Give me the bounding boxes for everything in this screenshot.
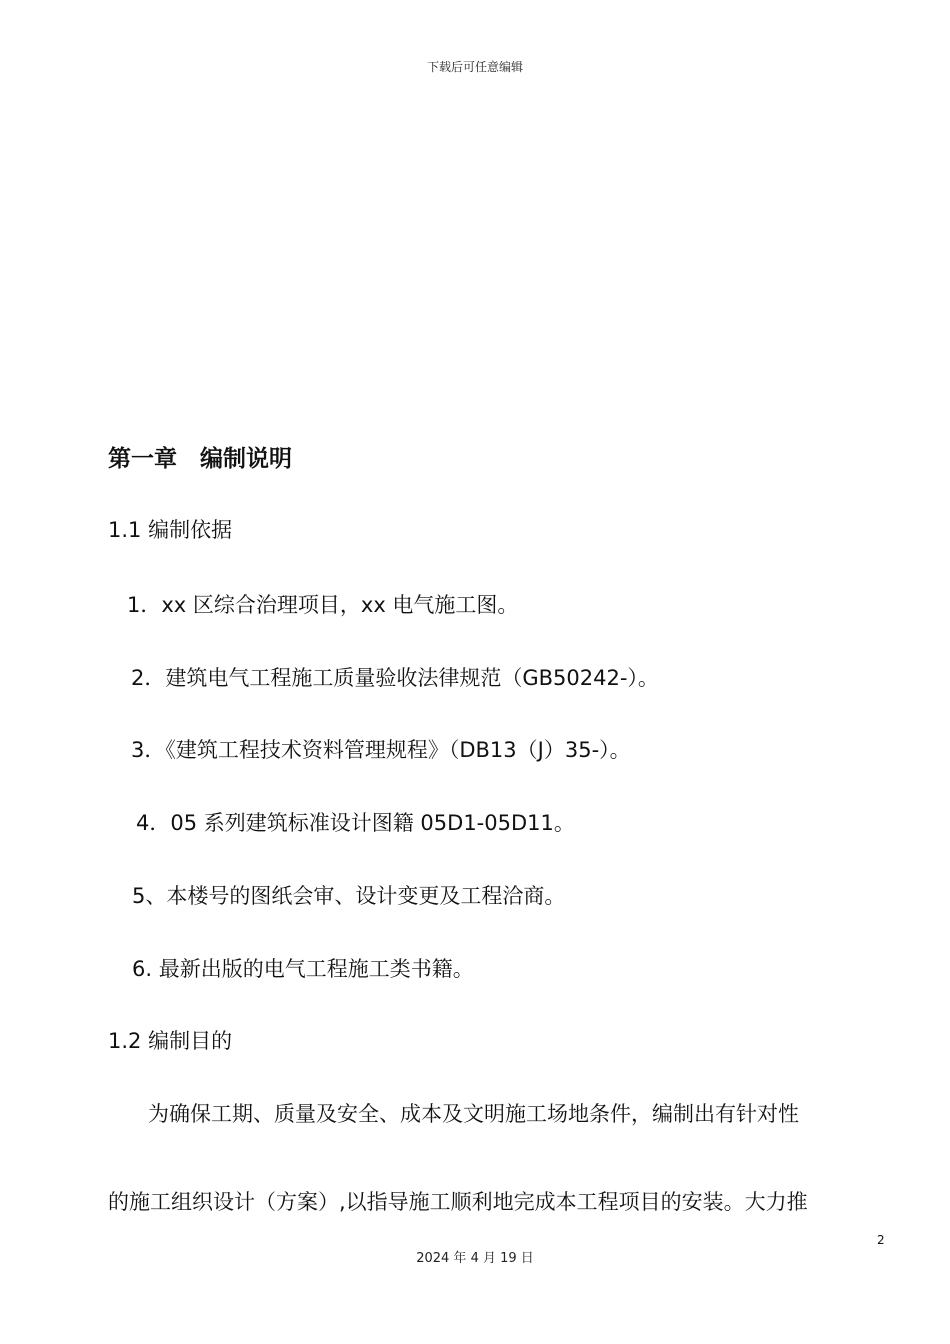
basis-item-1: 1．xx 区综合治理项目，xx 电气施工图。 xyxy=(127,593,519,617)
footer-date: 2024 年 4 月 19 日 xyxy=(416,1251,534,1266)
chapter-title: 第一章 编制说明 xyxy=(108,446,292,472)
section-heading-1-2: 1.2 编制目的 xyxy=(108,1029,233,1053)
basis-item-3: 3．《建筑工程技术资料管理规程》（DB13（J）35-）。 xyxy=(131,738,631,762)
basis-item-5: 5、本楼号的图纸会审、设计变更及工程洽商。 xyxy=(132,884,566,908)
header-note: 下载后可任意编辑 xyxy=(426,60,523,74)
basis-item-6: 6. 最新出版的电气工程施工类书籍。 xyxy=(132,957,474,981)
basis-item-2: 2．建筑电气工程施工质量验收法律规范（GB50242-）。 xyxy=(131,666,659,690)
purpose-paragraph-line-1: 为确保工期、质量及安全、成本及文明施工场地条件，编制出有针对性 xyxy=(148,1102,799,1126)
purpose-paragraph-line-2: 的施工组织设计（方案）,以指导施工顺利地完成本工程项目的安装。大力推 xyxy=(108,1190,808,1214)
basis-item-4: 4．05 系列建筑标准设计图籍 05D1-05D11。 xyxy=(136,811,575,835)
page-number: 2 xyxy=(877,1233,885,1247)
section-heading-1-1: 1.1 编制依据 xyxy=(108,518,233,542)
